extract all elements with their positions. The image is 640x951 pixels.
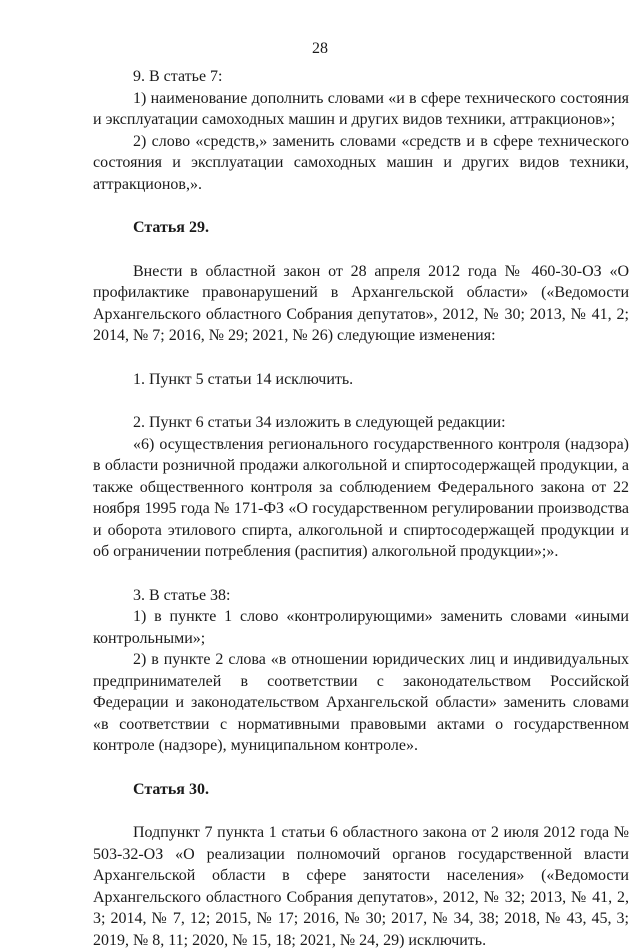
paragraph-subitem-1: 1) наименование дополнить словами «и в сфере технического состояния и эксплуатации самоходных машин и других видов техники, аттракционов»; bbox=[93, 89, 629, 128]
article-29-item-3: 3. В статье 38: bbox=[133, 586, 231, 604]
article-29-item-3-sub-1: 1) в пункте 1 слово «контролирующими» заменить словами «иными контрольными»; bbox=[93, 608, 629, 647]
article-29-heading: Статья 29. bbox=[133, 219, 209, 236]
article-29-item-2-text: «6) осуществления регионального государственного контроля (надзора) в области розничной продажи алкогольной и спиртосодержащей продукции, а также общественного контроля за соблюдением Федерального закона от 22 ноября 1995 года № 171-ФЗ «О государственном регулировании производства и оборота этилового спирта, алкогольной и спиртосодержащей продукции и об ограничении потребления (распития) алкогольной продукции»;». bbox=[93, 435, 629, 560]
document-body bbox=[93, 66, 629, 951]
article-29-item-1: 1. Пункт 5 статьи 14 исключить. bbox=[133, 370, 354, 388]
article-30-heading: Статья 30. bbox=[133, 780, 209, 798]
article-29-item-2: 2. Пункт 6 статьи 34 изложить в следующей редакции: bbox=[133, 414, 506, 431]
article-29-intro: Внести в областной закон от 28 апреля 2012 года № 460-30-ОЗ «О профилактике правонарушений в Архангельской области» («Ведомости Архангельского областного Собрания депутатов», 2012, № 30; 2013, № 41, 2; 2014, № 7; 2016, № 29; 2021, № 26) следующие изменения: bbox=[93, 262, 629, 344]
article-29-item-3-sub-2: 2) в пункте 2 слова «в отношении юридических лиц и индивидуальных предпринимателей в соответствии с законодательством Российской Федерации и законодательством Архангельской области» заменить словами «в соответствии с нормативными правовыми актами о государственном контроле (надзоре), муниципальном контроле». bbox=[93, 651, 629, 754]
paragraph-item-9: 9. В статье 7: bbox=[133, 68, 223, 85]
paragraph-subitem-2: 2) слово «средств,» заменить словами «средств и в сфере технического состояния и эксплуатации самоходных машин и других видов техники, аттракционов,». bbox=[93, 132, 629, 193]
article-30-text: Подпункт 7 пункта 1 статьи 6 областного закона от 2 июля 2012 года № 503-32-ОЗ «О реализации полномочий органов государственной власти Архангельской области в сфере занятости населения» («Ведомости Архангельского областного Собрания депутатов», 2012, № 32; 2013, № 41, 2, 3; 2014, № 7, 12; 2015, № 17; 2016, № 30; 2017, № 34, 38; 2018, № 43, 45, 3; 2019, № 8, 11; 2020, № 15, 18; 2021, № 24, 29) исключить. bbox=[93, 824, 629, 949]
page-number: 28 bbox=[312, 40, 328, 57]
